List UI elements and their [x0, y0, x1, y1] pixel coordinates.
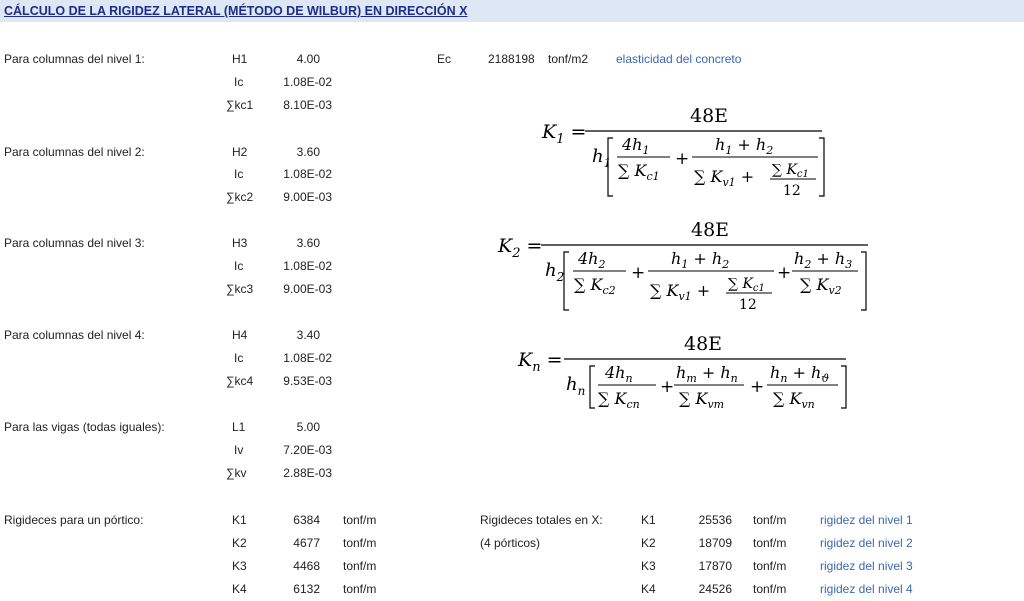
svg-text:hn: $h_n$: [566, 374, 586, 398]
level-3-label: Para columnas del nivel 3:: [4, 236, 145, 250]
total-k1-note: rigidez del nivel 1: [820, 513, 913, 527]
level-1-ic-value: 1.08E-02: [283, 75, 332, 89]
svg-text:hn + hϑ: $h_n + h_ϑ$: [770, 363, 830, 385]
svg-text:∑ Kv1 +: ∑ $K_{v1}$ +: [694, 167, 755, 189]
level-4-h-value: 3.40: [296, 328, 320, 342]
level-3-kc-name: ∑kc3: [226, 282, 254, 296]
formula-kn-svg: [516, 328, 856, 410]
level-1-h-value: 4.00: [296, 52, 320, 66]
beams-kv-value: 2.88E-03: [283, 466, 332, 480]
formula-k2-numerator: 48E: [691, 219, 730, 241]
frame-k4-unit: tonf/m: [343, 582, 377, 596]
formula-k1-svg: [540, 100, 840, 200]
ec-unit: tonf/m2: [548, 52, 589, 66]
level-3-h-name: H3: [232, 236, 248, 250]
svg-text:h1: $h_1$: [592, 146, 612, 170]
beams-label: Para las vigas (todas iguales):: [4, 420, 165, 434]
frame-k3-unit: tonf/m: [343, 559, 377, 573]
frame-k1-value: 6384: [293, 513, 320, 527]
total-k2-name: K2: [641, 536, 656, 550]
beams-iv-name: Iv: [234, 443, 244, 457]
page-title: CÁLCULO DE LA RIGIDEZ LATERAL (MÉTODO DE WILBUR) EN DIRECCIÓN X: [4, 4, 468, 18]
level-4-kc-name: ∑kc4: [226, 374, 254, 388]
total-k1-value: 25536: [698, 513, 732, 527]
formula-k2-svg: [496, 214, 876, 314]
total-k3-unit: tonf/m: [753, 559, 787, 573]
svg-text:∑ Kc1: ∑ $K_{c1}$: [728, 276, 765, 294]
total-k4-unit: tonf/m: [753, 582, 787, 596]
svg-text:∑ Kc1: ∑ $K_{c1}$: [772, 162, 809, 180]
frame-k4-value: 6132: [293, 582, 320, 596]
level-1-h-name: H1: [232, 52, 248, 66]
total-k2-value: 18709: [698, 536, 732, 550]
ec-label: Ec: [437, 52, 452, 66]
beams-iv-value: 7.20E-03: [283, 443, 332, 457]
svg-text:∑ Kvn: ∑ $K_{vn}$: [773, 389, 815, 411]
formula-k2-lhs: $K_2$ =: [498, 235, 543, 261]
total-k4-name: K4: [641, 582, 656, 596]
level-2-kc-name: ∑kc2: [226, 190, 254, 204]
svg-text:∑ Kcn: ∑ $K_{cn}$: [598, 389, 640, 411]
total-k3-note: rigidez del nivel 3: [820, 559, 913, 573]
formula-k2: [496, 214, 876, 314]
svg-text:12: 12: [739, 297, 757, 313]
beams-l-name: L1: [232, 420, 246, 434]
total-k3-value: 17870: [698, 559, 732, 573]
level-4-ic-name: Ic: [234, 351, 244, 365]
level-2-ic-value: 1.08E-02: [283, 167, 332, 181]
total-k1-name: K1: [641, 513, 656, 527]
svg-text:hm + hn: $h_m + h_n$: [676, 363, 738, 385]
total-k4-note: rigidez del nivel 4: [820, 582, 913, 596]
frame-k1-unit: tonf/m: [343, 513, 377, 527]
frame-k2-unit: tonf/m: [343, 536, 377, 550]
level-2-h-value: 3.60: [296, 145, 320, 159]
level-2-ic-name: Ic: [234, 167, 244, 181]
frame-k3-value: 4468: [293, 559, 320, 573]
level-4-h-name: H4: [232, 328, 248, 342]
svg-text:+: +: [750, 377, 765, 397]
formula-kn-numerator: 48E: [684, 333, 723, 355]
level-4-kc-value: 9.53E-03: [283, 374, 332, 388]
level-1-kc-name: ∑kc1: [226, 98, 254, 112]
svg-text:+: +: [660, 377, 675, 397]
svg-text:h2: $h_2$: [545, 260, 565, 284]
svg-text:4hn: $4h_n$: [605, 363, 633, 385]
svg-text:h1 + h2: $h_1 + h_2$: [715, 135, 774, 157]
level-4-label: Para columnas del nivel 4:: [4, 328, 145, 342]
frame-k3-name: K3: [232, 559, 247, 573]
level-2-label: Para columnas del nivel 2:: [4, 145, 145, 159]
ec-note: elasticidad del concreto: [616, 52, 742, 66]
beams-kv-name: ∑kv: [226, 466, 247, 480]
total-k2-note: rigidez del nivel 2: [820, 536, 913, 550]
frame-label: Rigideces para un pórtico:: [4, 513, 144, 527]
frame-k1-name: K1: [232, 513, 247, 527]
svg-text:∑ Kv2: ∑ $K_{v2}$: [800, 275, 842, 297]
formula-kn-lhs: $K_n$ =: [518, 349, 563, 375]
totals-sublabel: (4 pórticos): [480, 536, 541, 550]
level-3-ic-name: Ic: [234, 259, 244, 273]
level-1-label: Para columnas del nivel 1:: [4, 52, 145, 66]
formula-kn: [516, 328, 856, 410]
beams-l-value: 5.00: [296, 420, 320, 434]
svg-text:h1 + h2: $h_1 + h_2$: [671, 249, 730, 271]
totals-label: Rigideces totales en X:: [480, 513, 603, 527]
formula-k1-lhs: $K_1$ =: [542, 121, 587, 147]
svg-text:+: +: [675, 149, 690, 169]
svg-text:∑ Kv1 +: ∑ $K_{v1}$ +: [650, 281, 711, 303]
level-3-ic-value: 1.08E-02: [283, 259, 332, 273]
svg-text:+: +: [777, 263, 792, 283]
frame-k2-name: K2: [232, 536, 247, 550]
total-k4-value: 24526: [698, 582, 732, 596]
svg-text:∑ Kc2: ∑ $K_{c2}$: [574, 275, 616, 297]
svg-text:4h1: $4h_1$: [622, 135, 650, 157]
level-4-ic-value: 1.08E-02: [283, 351, 332, 365]
level-3-kc-value: 9.00E-03: [283, 282, 332, 296]
ec-value: 2188198: [488, 52, 535, 66]
frame-k4-name: K4: [232, 582, 247, 596]
level-1-kc-value: 8.10E-03: [283, 98, 332, 112]
svg-text:∑ Kc1: ∑ $K_{c1}$: [618, 161, 660, 183]
svg-text:∑ Kvm: ∑ $K_{vm}$: [679, 389, 725, 411]
frame-k2-value: 4677: [293, 536, 320, 550]
svg-text:h2 + h3: $h_2 + h_3$: [794, 249, 853, 271]
level-1-ic-name: Ic: [234, 75, 244, 89]
svg-text:+: +: [631, 263, 646, 283]
total-k3-name: K3: [641, 559, 656, 573]
level-3-h-value: 3.60: [296, 236, 320, 250]
formula-k1-numerator: 48E: [690, 105, 729, 127]
formula-k1: [540, 100, 840, 200]
svg-text:4h2: $4h_2$: [578, 249, 606, 271]
svg-text:12: 12: [783, 183, 801, 199]
total-k1-unit: tonf/m: [753, 513, 787, 527]
level-2-h-name: H2: [232, 145, 248, 159]
total-k2-unit: tonf/m: [753, 536, 787, 550]
level-2-kc-value: 9.00E-03: [283, 190, 332, 204]
